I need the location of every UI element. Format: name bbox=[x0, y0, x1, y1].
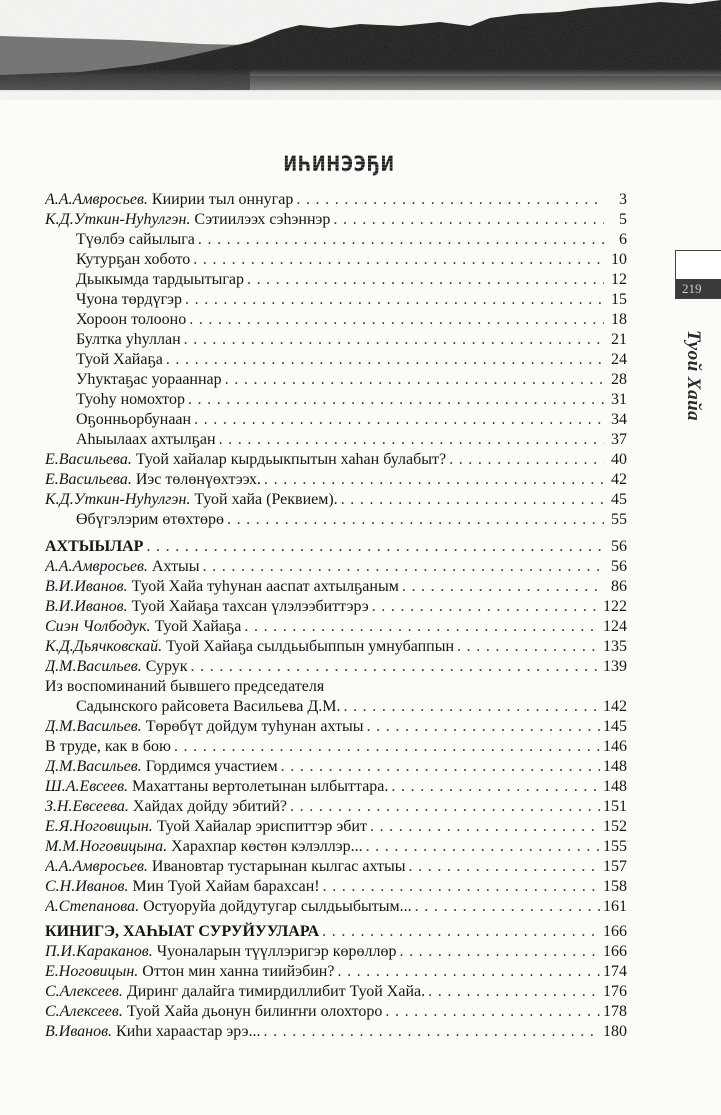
toc-section-1 bbox=[45, 190, 627, 530]
toc-entry bbox=[45, 490, 627, 510]
dot-leader bbox=[370, 817, 600, 837]
entry-page: 178 bbox=[603, 1003, 627, 1020]
toc-heading bbox=[45, 922, 627, 942]
entry-title: Кутурҕан хобото bbox=[76, 251, 191, 268]
entry-title: Хайдах дойду эбитий? bbox=[132, 798, 288, 815]
entry-title: Туой Хайаҕа сылдьыбыппын умнубаппын bbox=[166, 638, 455, 655]
toc-entry bbox=[45, 557, 627, 577]
toc-entry bbox=[45, 470, 627, 490]
entry-page: 174 bbox=[603, 963, 627, 980]
dot-leader bbox=[184, 330, 604, 350]
entry-page: 151 bbox=[603, 798, 627, 815]
entry-author: П.И.Караканов. bbox=[45, 943, 153, 960]
dot-leader bbox=[399, 942, 600, 962]
entry-page: 42 bbox=[611, 471, 627, 488]
entry-author: З.Н.Евсеева. bbox=[45, 798, 129, 815]
dot-leader bbox=[225, 370, 604, 390]
toc-entry bbox=[45, 757, 627, 777]
toc-heading bbox=[45, 537, 627, 557]
entry-title: Чуоналарын түүллэригэр көрөллөр bbox=[156, 943, 397, 960]
entry-page: 40 bbox=[611, 451, 627, 468]
toc-entry bbox=[45, 797, 627, 817]
toc-entry bbox=[45, 270, 627, 290]
toc-entry bbox=[45, 737, 627, 757]
entry-title: Оттон мин ханна тиийэбин? bbox=[142, 963, 335, 980]
entry-page: 28 bbox=[611, 371, 627, 388]
entry-title: Ахтыы bbox=[151, 558, 200, 575]
dot-leader bbox=[193, 250, 604, 270]
toc-entry bbox=[45, 350, 627, 370]
entry-page: 157 bbox=[603, 858, 627, 875]
entry-author: С.Алексеев. bbox=[45, 983, 123, 1000]
entry-title: Ивановтар тустарынан кылгас ахтыы bbox=[151, 858, 406, 875]
entry-author: В.И.Иванов. bbox=[45, 578, 128, 595]
running-book-title: Туой Хайа bbox=[683, 330, 704, 422]
entry-page: 146 bbox=[603, 738, 627, 755]
page-tab bbox=[675, 250, 721, 299]
entry-author: А.Степанова. bbox=[45, 898, 140, 915]
toc-entry bbox=[45, 942, 627, 962]
entry-author: В.И.Иванов. bbox=[45, 598, 128, 615]
dot-leader bbox=[323, 877, 600, 897]
entry-page: 15 bbox=[611, 291, 627, 308]
entry-page: 152 bbox=[603, 818, 627, 835]
entry-author: Д.М.Васильев. bbox=[45, 658, 142, 675]
toc-entry bbox=[45, 617, 627, 637]
toc-entry bbox=[45, 677, 627, 697]
entry-author: Е.Ноговицын. bbox=[45, 963, 139, 980]
page-number: 219 bbox=[676, 279, 721, 298]
toc-entry bbox=[45, 637, 627, 657]
entry-author: А.А.Амвросьев. bbox=[45, 191, 148, 208]
dot-leader bbox=[194, 410, 604, 430]
dot-leader bbox=[244, 617, 600, 637]
dot-leader bbox=[174, 737, 600, 757]
dot-leader bbox=[409, 857, 600, 877]
entry-title: Киһи хараастар эрэ... bbox=[116, 1023, 261, 1040]
entry-page: 142 bbox=[603, 698, 627, 715]
entry-title: Сэтиилээх сэһэннэр bbox=[194, 211, 331, 228]
dot-leader bbox=[337, 962, 600, 982]
toc-entry bbox=[45, 777, 627, 797]
entry-title: Садынского райсовета Васильева Д.М. bbox=[76, 698, 341, 715]
entry-page: 148 bbox=[603, 758, 627, 775]
entry-author: Е.Я.Ноговицын. bbox=[45, 818, 153, 835]
dot-leader bbox=[198, 230, 604, 250]
entry-page: 135 bbox=[603, 638, 627, 655]
toc-entry bbox=[45, 597, 627, 617]
dot-leader bbox=[219, 430, 604, 450]
entry-title: Дьыкымда тардыытыгар bbox=[76, 271, 244, 288]
entry-author: С.Н.Иванов. bbox=[45, 878, 129, 895]
entry-author: Д.М.Васильев. bbox=[45, 718, 142, 735]
entry-page: 166 bbox=[603, 943, 627, 960]
entry-title: Туой хайа (Реквием). bbox=[194, 491, 338, 508]
toc-entry bbox=[45, 817, 627, 837]
heading-page: 166 bbox=[603, 923, 627, 940]
entry-author: Ш.А.Евсеев. bbox=[45, 778, 129, 795]
dot-leader bbox=[402, 577, 604, 597]
entry-title: Мин Туой Хайам барахсан! bbox=[132, 878, 320, 895]
toc-entry bbox=[45, 370, 627, 390]
dot-leader bbox=[391, 777, 600, 797]
dot-leader bbox=[385, 1002, 600, 1022]
entry-page: 176 bbox=[603, 983, 627, 1000]
entry-page: 37 bbox=[611, 431, 627, 448]
toc-section-ahtyylar bbox=[45, 537, 627, 917]
entry-page: 124 bbox=[603, 618, 627, 635]
dot-leader bbox=[263, 1022, 600, 1042]
entry-page: 180 bbox=[603, 1023, 627, 1040]
entry-title: Хороон толооно bbox=[76, 311, 187, 328]
entry-page: 139 bbox=[603, 658, 627, 675]
dot-leader bbox=[166, 350, 604, 370]
entry-page: 5 bbox=[619, 211, 627, 228]
toc-entry bbox=[45, 210, 627, 230]
toc-entry bbox=[45, 430, 627, 450]
entry-author: Сиэн Чолбодук. bbox=[45, 618, 151, 635]
dot-leader bbox=[188, 390, 604, 410]
heading-title: АХТЫЫЛАР bbox=[45, 538, 144, 555]
entry-page: 34 bbox=[611, 411, 627, 428]
dot-leader bbox=[227, 510, 604, 530]
entry-title: Туой Хайалар эриспиттэр эбит bbox=[156, 818, 367, 835]
toc-entry bbox=[45, 390, 627, 410]
entry-title: Харахпар көстөн кэлэллэр... bbox=[171, 838, 363, 855]
entry-author: А.А.Амвросьев. bbox=[45, 858, 148, 875]
entry-page: 31 bbox=[611, 391, 627, 408]
dot-leader bbox=[296, 190, 604, 210]
dot-leader bbox=[264, 470, 604, 490]
toc-entry bbox=[45, 857, 627, 877]
dot-leader bbox=[185, 290, 604, 310]
entry-title: Гордимся участием bbox=[145, 758, 278, 775]
entry-title: Түөлбэ сайылыга bbox=[76, 231, 195, 248]
toc-entry bbox=[45, 450, 627, 470]
entry-title: Туоһу номохтор bbox=[76, 391, 185, 408]
dot-leader bbox=[457, 637, 600, 657]
toc-entry bbox=[45, 190, 627, 210]
dot-leader bbox=[372, 597, 600, 617]
entry-title: Сурук bbox=[145, 658, 188, 675]
dot-leader bbox=[415, 897, 600, 917]
dot-leader bbox=[247, 270, 604, 290]
entry-page: 12 bbox=[611, 271, 627, 288]
entry-page: 145 bbox=[603, 718, 627, 735]
entry-title: Иэс төлөнүөхтээх. bbox=[135, 471, 262, 488]
entry-title: Туой Хайаҕа bbox=[154, 618, 242, 635]
toc-entry bbox=[45, 410, 627, 430]
entry-author: В.Иванов. bbox=[45, 1023, 113, 1040]
toc-entry bbox=[45, 230, 627, 250]
entry-page: 6 bbox=[619, 231, 627, 248]
entry-title: Из воспоминаний бывшего председателя bbox=[45, 678, 325, 695]
toc-entry bbox=[45, 1022, 627, 1042]
entry-title: Туой Хайаҕа bbox=[76, 351, 163, 368]
dot-leader bbox=[428, 982, 600, 1002]
toc-entry bbox=[45, 897, 627, 917]
toc-entry bbox=[45, 510, 627, 530]
entry-page: 155 bbox=[603, 838, 627, 855]
entry-author: С.Алексеев. bbox=[45, 1003, 123, 1020]
entry-page: 161 bbox=[603, 898, 627, 915]
heading-page: 56 bbox=[611, 538, 627, 555]
toc-entry bbox=[45, 697, 627, 717]
entry-title: Туой Хайа туһунан ааспат ахтылҕаным bbox=[131, 578, 399, 595]
forest-landscape-banner bbox=[0, 0, 721, 100]
page-title: ИҺИНЭЭҔИТЭ bbox=[283, 152, 420, 176]
entry-title: Туой Хайа дьонун билиҥҥи олохторо bbox=[126, 1003, 383, 1020]
entry-author: Е.Васильева. bbox=[45, 451, 132, 468]
entry-page: 86 bbox=[611, 578, 627, 595]
dot-leader bbox=[146, 537, 604, 557]
toc-entry bbox=[45, 837, 627, 857]
toc-entry bbox=[45, 717, 627, 737]
dot-leader bbox=[191, 657, 600, 677]
dot-leader bbox=[203, 557, 604, 577]
entry-title: Киирии тыл оннугар bbox=[151, 191, 294, 208]
entry-page: 158 bbox=[603, 878, 627, 895]
toc-entry bbox=[45, 250, 627, 270]
dot-leader bbox=[281, 757, 600, 777]
entry-title: Махаттаны вертолетынан ылбыттара. bbox=[132, 778, 389, 795]
dot-leader bbox=[189, 310, 604, 330]
entry-page: 122 bbox=[603, 598, 627, 615]
entry-title: Өбүгэлэрим өтөхтөрө bbox=[76, 511, 224, 528]
entry-page: 56 bbox=[611, 558, 627, 575]
dot-leader bbox=[449, 450, 604, 470]
entry-title: Төрөбүт дойдум туһунан ахтыы bbox=[145, 718, 364, 735]
entry-title: Туой хайалар кырдьыкпытын хаһан булабыт? bbox=[135, 451, 447, 468]
toc-entry bbox=[45, 310, 627, 330]
entry-title: Диринг далайга тимирдиллибит Туой Хайа. bbox=[126, 983, 426, 1000]
dot-leader bbox=[333, 210, 604, 230]
heading-title: КИНИГЭ, ХАҺЫАТ СУРУЙУУЛАРА bbox=[45, 923, 320, 940]
toc-entry bbox=[45, 1002, 627, 1022]
toc-entry bbox=[45, 877, 627, 897]
toc-entry bbox=[45, 982, 627, 1002]
entry-author: Д.М.Васильев. bbox=[45, 758, 142, 775]
entry-page: 10 bbox=[611, 251, 627, 268]
entry-author: М.М.Ноговицына. bbox=[45, 838, 168, 855]
toc-entry bbox=[45, 657, 627, 677]
toc-entry bbox=[45, 290, 627, 310]
entry-author: А.А.Амвросьев. bbox=[45, 558, 148, 575]
entry-page: 24 bbox=[611, 351, 627, 368]
entry-page: 3 bbox=[619, 191, 627, 208]
entry-author: К.Д.Уткин-Нуһулгэн. bbox=[45, 211, 191, 228]
entry-page: 148 bbox=[603, 778, 627, 795]
entry-title: Чуона төрдүгэр bbox=[76, 291, 183, 308]
entry-title: Уһуктаҕас уорааннар bbox=[76, 371, 222, 388]
entry-title: Оҕонньорбунаан bbox=[76, 411, 192, 428]
entry-title: В труде, как в бою bbox=[45, 738, 171, 755]
entry-author: К.Д.Уткин-Нуһулгэн. bbox=[45, 491, 191, 508]
dot-leader bbox=[366, 837, 600, 857]
toc-section-kinige bbox=[45, 922, 627, 1042]
entry-author: Е.Васильева. bbox=[45, 471, 132, 488]
entry-title: Бултка уһуллан bbox=[76, 331, 181, 348]
dot-leader bbox=[322, 922, 600, 942]
dot-leader bbox=[343, 697, 600, 717]
entry-title: Аһыылаах ахтылҕан bbox=[76, 431, 216, 448]
entry-author: К.Д.Дьячковскай. bbox=[45, 638, 163, 655]
entry-page: 21 bbox=[611, 331, 627, 348]
dot-leader bbox=[290, 797, 600, 817]
toc-entry bbox=[45, 962, 627, 982]
entry-page: 18 bbox=[611, 311, 627, 328]
entry-page: 55 bbox=[611, 511, 627, 528]
dot-leader bbox=[367, 717, 600, 737]
toc-entry bbox=[45, 330, 627, 350]
entry-title: Туой Хайаҕа тахсан үлэлээбиттэрэ bbox=[131, 598, 369, 615]
entry-page: 45 bbox=[611, 491, 627, 508]
entry-title: Остуоруйа дойдутугар сылдьыбытым... bbox=[143, 898, 412, 915]
toc-entry bbox=[45, 577, 627, 597]
dot-leader bbox=[341, 490, 604, 510]
